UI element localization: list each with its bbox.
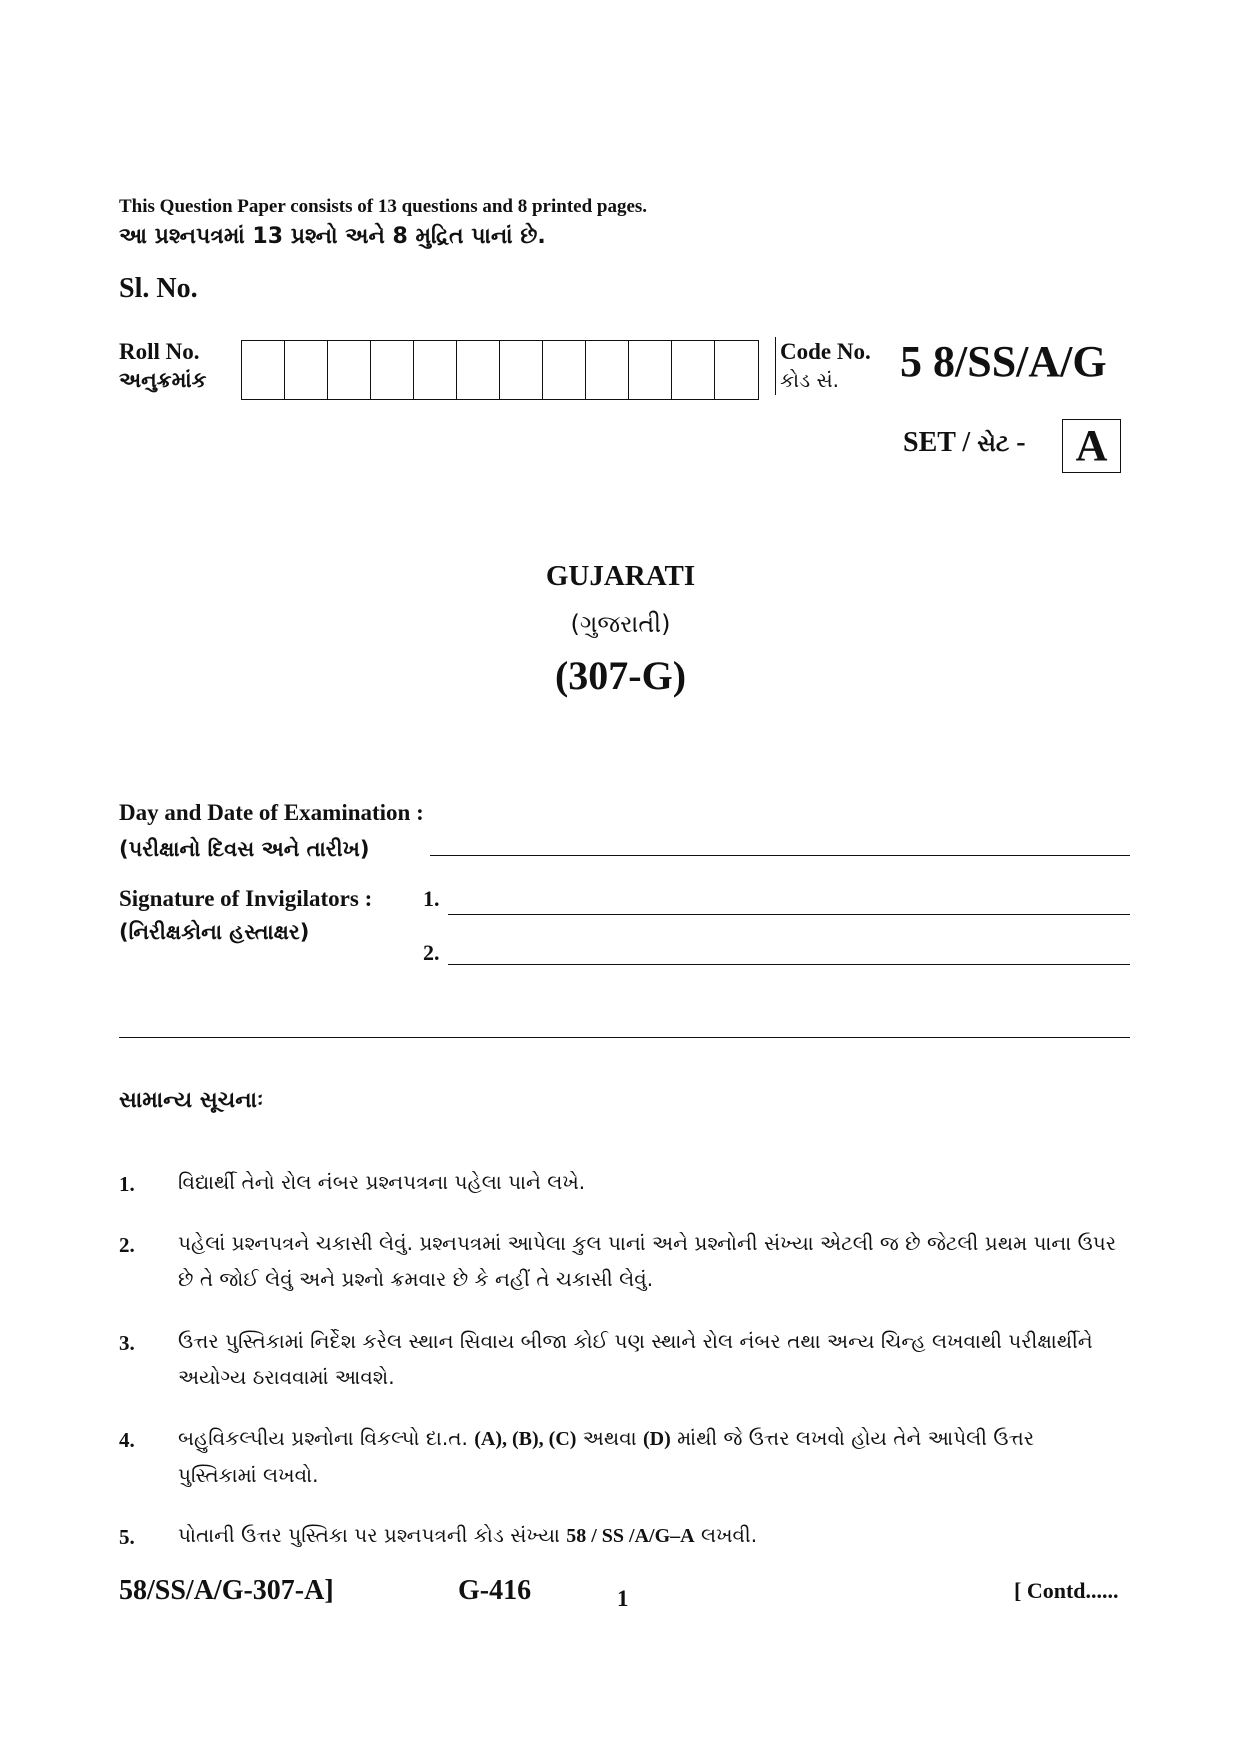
code-number-value: 5 8/SS/A/G: [900, 337, 1107, 386]
set-label: [903, 427, 1026, 459]
roll-number-cell[interactable]: [543, 341, 586, 399]
instruction-5-number: 5.: [119, 1525, 135, 1549]
signature-2-number: 2.: [423, 940, 440, 965]
subject-code: (307-G): [554, 653, 687, 698]
invigilator-signature-label: Signature of Invigilators :: [119, 886, 373, 911]
exam-date-label: Day and Date of Examination :: [119, 800, 424, 825]
instruction-2-text: પહેલાં પ્રશ્નપત્રને ચકાસી લેવું. પ્રશ્નપત્રમાં આપેલા કુલ પાનાં અને પ્રશ્નોની સંખ્યા એટલી જ છે જેટલી પ્રથમ પાના ઉપર છે તે જોઈ લેવું અને પ્રશ્નો ક્રમવાર છે કે નહીં તે ચકાસી લેવું.: [178, 1231, 1117, 1291]
instruction-4-text: [178, 1420, 1118, 1493]
continued-note: [ Contd......: [1014, 1578, 1119, 1603]
instruction-3-text: ઉત્તર પુસ્તિકામાં નિર્દેશ કરેલ સ્થાન સિવાય બીજા કોઈ પણ સ્થાને રોલ નંબર તથા અન્ય ચિન્હ લખવાથી પરીક્ષાર્થીને અયોગ્ય ઠરાવવામાં આવશે.: [178, 1329, 1093, 1389]
roll-number-label-gu: અનુક્રમાંક: [119, 368, 207, 392]
signature-1-number: 1.: [423, 886, 440, 911]
instruction-5-text: [178, 1517, 1118, 1554]
roll-number-cell[interactable]: [285, 341, 328, 399]
subject-title: GUJARATI: [545, 560, 696, 592]
instruction-4-options: (A), (B), (C): [474, 1428, 577, 1450]
roll-number-cell[interactable]: [715, 341, 758, 399]
exam-date-label-gujarati: (પરીક્ષાનો દિવસ અને તારીખ): [119, 837, 370, 861]
roll-number-cell[interactable]: [242, 341, 285, 399]
footer-paper-code: 58/SS/A/G-307-A]: [119, 1575, 334, 1606]
subject-title-gujarati: (ગુજરાતી): [570, 610, 671, 638]
serial-number-label: Sl. No.: [119, 273, 198, 304]
set-dash: -: [1016, 427, 1026, 458]
signature-1-line[interactable]: [448, 914, 1130, 915]
roll-number-cell[interactable]: [328, 341, 371, 399]
roll-number-label: [119, 338, 206, 394]
instruction-1-number: 1.: [119, 1172, 135, 1196]
exam-date-line[interactable]: [430, 855, 1130, 856]
instruction-4-number: 4.: [119, 1428, 135, 1452]
section-divider: [119, 1037, 1130, 1038]
instruction-4-part-c: માંથી જે ઉત્તર લખવો હોય તેને આપેલી ઉત્તર પુસ્તિકામાં લખવો.: [178, 1426, 1035, 1487]
instruction-1-text: વિદ્યાર્થી તેનો રોલ નંબર પ્રશ્નપત્રના પહેલા પાને લખે.: [178, 1170, 586, 1194]
set-value-box: A: [1062, 419, 1121, 473]
roll-number-cell[interactable]: [586, 341, 629, 399]
roll-number-cell[interactable]: [457, 341, 500, 399]
set-label-en: SET /: [903, 427, 971, 458]
instruction-4-part-b: અથવા: [582, 1426, 637, 1450]
instruction-5-code: 58 / SS /A/G–A: [566, 1525, 695, 1547]
instruction-5-part-a: પોતાની ઉત્તર પુસ્તિકા પર પ્રશ્નપત્રની કોડ સંખ્યા: [178, 1523, 560, 1547]
footer-g-code: G-416: [458, 1575, 532, 1606]
instruction-3-number: 3.: [119, 1331, 135, 1355]
page-number: 1: [617, 1586, 629, 1611]
page-count-note: This Question Paper consists of 13 questions and 8 printed pages.: [119, 196, 648, 217]
code-number-label: [775, 337, 871, 395]
invigilator-signature-label-gujarati: (નિરીક્ષકોના હસ્તાક્ષર): [119, 920, 310, 944]
instruction-2-number: 2.: [119, 1233, 135, 1257]
roll-number-cell[interactable]: [500, 341, 543, 399]
roll-number-label-en: Roll No.: [119, 339, 200, 364]
instruction-4-part-a: બહુવિકલ્પીય પ્રશ્નોના વિકલ્પો દા.ત.: [178, 1426, 468, 1450]
code-number-label-en: Code No.: [780, 339, 871, 364]
instructions-title: સામાન્ય સૂચનાઃ: [119, 1088, 264, 1113]
signature-2-line[interactable]: [448, 964, 1130, 965]
instruction-4-option-d: (D): [642, 1428, 671, 1450]
set-label-gu: સેટ: [977, 431, 1010, 457]
roll-number-cell[interactable]: [672, 341, 715, 399]
instruction-5-part-b: લખવી.: [700, 1523, 758, 1547]
roll-number-cell[interactable]: [371, 341, 414, 399]
roll-number-cell[interactable]: [629, 341, 672, 399]
page-count-note-gujarati: આ પ્રશ્નપત્રમાં 13 પ્રશ્નો અને 8 મુદ્રિત પાનાં છે.: [119, 224, 546, 249]
roll-number-cell[interactable]: [414, 341, 457, 399]
roll-number-boxes[interactable]: [241, 340, 759, 400]
code-number-label-gu: કોડ સં.: [780, 368, 840, 392]
